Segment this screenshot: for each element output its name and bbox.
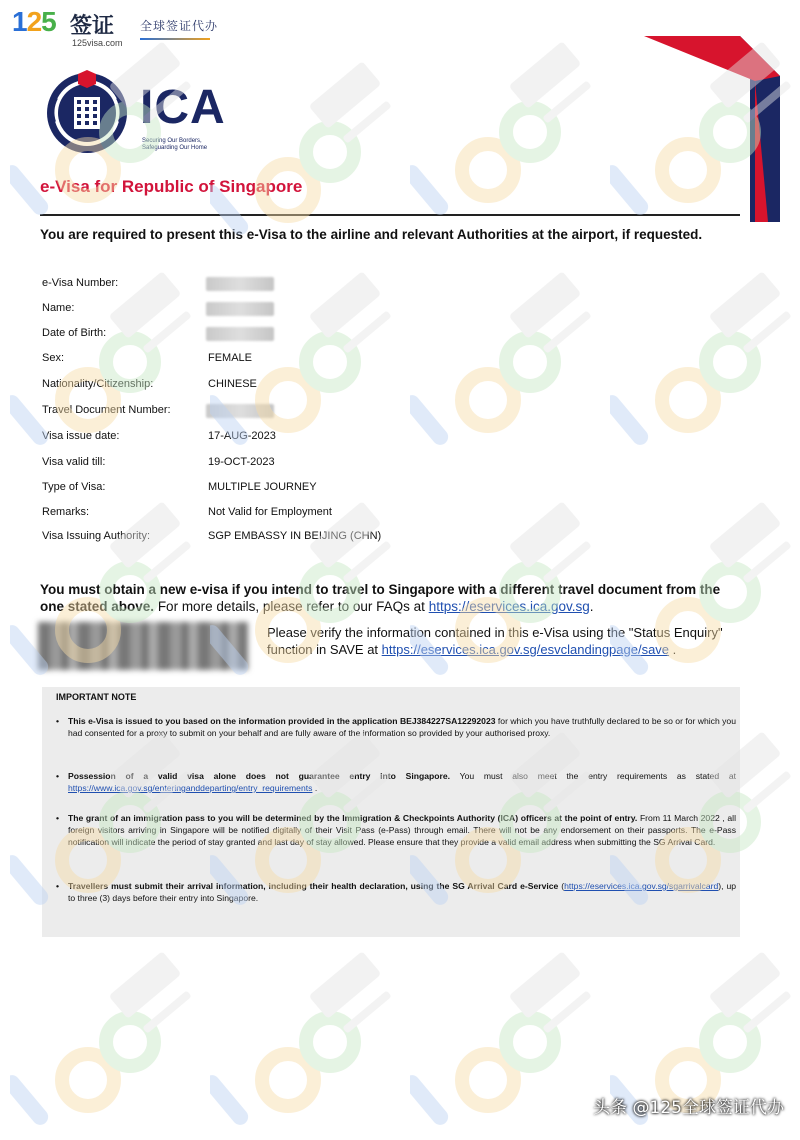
visa-field-row — [42, 378, 542, 398]
brand-logo-digits — [12, 6, 56, 38]
brand-slogan: 全球签证代办 — [140, 19, 219, 33]
header-divider — [40, 214, 740, 216]
new-evisa-notice — [40, 581, 740, 615]
redacted-value — [206, 302, 274, 316]
note-item-2 — [56, 770, 736, 794]
brand-digit-2: 2 — [26, 6, 42, 37]
faq-link[interactable]: https://eservices.ica.gov.sg — [428, 599, 590, 614]
note-2-rest: You must also meet the entry requirements as stated at — [459, 771, 736, 781]
brand-domain: 125visa.com — [72, 38, 123, 48]
faq-end: . — [589, 599, 594, 614]
faq-text: For more details, please refer to our FAQs at — [157, 599, 425, 614]
brand-underline — [140, 38, 210, 40]
redacted-value — [206, 404, 274, 418]
entry-requirements-link[interactable]: https://www.ica.gov.sg/enteringanddeparting/entry_requirements — [68, 783, 313, 793]
note-2-end: . — [314, 783, 318, 793]
bullet-icon: • — [56, 716, 60, 726]
note-item-3 — [56, 812, 736, 848]
visa-field-label: Remarks: — [42, 506, 90, 518]
arrival-card-link[interactable]: https://eservices.ica.gov.sg/sgarrivalcard — [564, 881, 719, 891]
ica-crest-icon — [44, 70, 130, 156]
verify-text: Please verify the information contained in this e-Visa using the "Status Enquiry" function in SAVE at — [267, 625, 723, 657]
redacted-barcode — [38, 622, 248, 670]
visa-field-row — [42, 302, 542, 322]
visa-field-row — [42, 327, 542, 347]
note-1-rest: for which you have truthfully declared to be so or for which you had consented for a proxy to submit on your behalf and are fully aware of the information so provided by your authorised proxy. — [68, 716, 736, 738]
new-evisa-notice-bold: You must obtain a new e-visa if you intend to travel to Singapore with a different travel document from the one stated above. — [40, 582, 721, 614]
watermark-logo-icon — [10, 950, 200, 1140]
redacted-value — [206, 277, 274, 291]
save-link[interactable]: https://eservices.ica.gov.sg/esvclandingpage/save — [381, 642, 670, 657]
visa-field-value: SGP EMBASSY IN BEIJING (CHN) — [208, 530, 382, 542]
verify-end: . — [672, 642, 677, 657]
flag-corner-graphic — [590, 36, 780, 222]
application-ref: BEJ384227SA12292023 — [399, 716, 496, 726]
visa-field-row — [42, 430, 542, 450]
important-note-title: IMPORTANT NOTE — [56, 692, 137, 702]
visa-field-label: Nationality/Citizenship: — [42, 378, 154, 390]
note-item-4: • Travellers must submit their arrival information, including their health declaration, using the SG Arrival Card e-Service (https://eservices.ica.gov.sg/sgarrivalcard), up to three (3) days before their entry into Singapore. — [56, 881, 737, 903]
visa-field-row — [42, 481, 542, 501]
bullet-icon: • — [56, 881, 60, 891]
visa-field-row — [42, 404, 542, 424]
visa-field-row — [42, 352, 542, 372]
bullet-icon: • — [56, 771, 60, 781]
note-4-rest: , up to three (3) days before their entry into Singapore. — [68, 881, 737, 903]
visa-field-value: CHINESE — [208, 378, 257, 390]
watermark-logo-icon — [210, 950, 400, 1140]
visa-field-row — [42, 456, 542, 476]
visa-field-label: Visa issue date: — [42, 430, 120, 442]
note-3-bold: The grant of an immigration pass to you will be determined by the Immigration & Checkpoints Authority (ICA) officers at the point of entry. — [68, 813, 638, 823]
watermark-logo-icon — [410, 950, 600, 1140]
note-3-rest: From 11 March 2022 , all foreign visitors arriving in Singapore will be notified digitally of their Visit Pass (e-Pass) through email. There will not be any endorsement on their passports. The e-Pass notification will indicate the period of stay granted and last day of stay allowed. Please ensure that they provide a valid email address when submitting the SG Arrival Card. — [68, 813, 737, 847]
visa-field-label: Visa valid till: — [42, 456, 106, 468]
visa-field-label: Sex: — [42, 352, 65, 364]
visa-field-label: Date of Birth: — [42, 327, 107, 339]
note-2-bold: Possession of a valid visa alone does not guarantee entry into Singapore. — [68, 771, 451, 781]
visa-field-label: Visa Issuing Authority: — [42, 530, 151, 542]
visa-field-value: FEMALE — [208, 352, 253, 364]
footer-watermark: 头条 @125全球签证代办 — [593, 1098, 784, 1118]
visa-field-value: 19-OCT-2023 — [208, 456, 275, 468]
evisa-title: e-Visa for Republic of Singapore — [40, 177, 303, 196]
ica-name: ICA — [140, 81, 226, 134]
visa-field-value: MULTIPLE JOURNEY — [208, 481, 317, 493]
watermark-logo-icon — [410, 40, 600, 230]
brand-chinese-name: 签证 — [70, 14, 115, 39]
bullet-icon: • — [56, 813, 60, 823]
visa-field-row — [42, 530, 542, 550]
watermark-logo-icon — [610, 270, 800, 460]
visa-field-label: Type of Visa: — [42, 481, 106, 493]
ica-tagline-2: Safeguarding Our Home — [142, 145, 208, 151]
visa-field-row — [42, 277, 542, 297]
ica-tagline-1: Securing Our Borders, — [142, 138, 202, 144]
visa-field-value: Not Valid for Employment — [208, 506, 332, 518]
visa-field-label: e-Visa Number: — [42, 277, 119, 289]
visa-field-label: Name: — [42, 302, 75, 314]
visa-field-label: Travel Document Number: — [42, 404, 171, 416]
brand-digit-3: 5 — [41, 6, 56, 37]
brand-digit-1: 1 — [12, 6, 27, 37]
redacted-value — [206, 327, 274, 341]
note-4-bold: Travellers must submit their arrival information, including their health declaration, using the SG Arrival Card e-Service — [68, 881, 559, 891]
required-notice: You are required to present this e-Visa to the airline and relevant Authorities at the airport, if requested. — [40, 227, 703, 242]
visa-field-row — [42, 506, 542, 526]
watermark-logo-icon — [210, 60, 400, 250]
visa-field-value: 17-AUG-2023 — [208, 430, 276, 442]
verify-notice — [267, 624, 737, 658]
note-item-1 — [56, 715, 736, 739]
note-1-bold: This e-Visa is issued to you based on the information provided in the application — [68, 716, 398, 726]
